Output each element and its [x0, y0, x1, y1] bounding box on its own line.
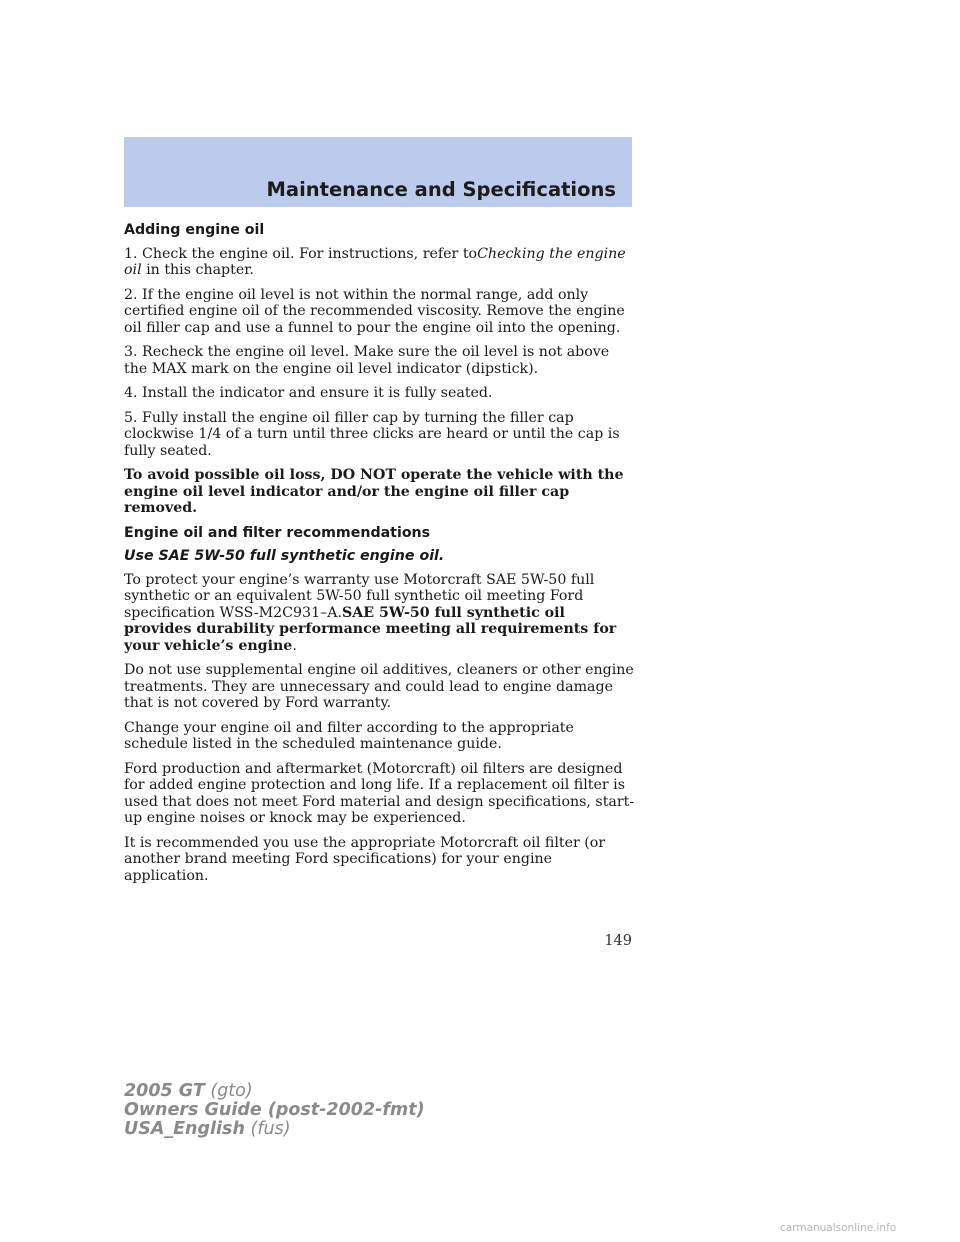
footer-line-2	[124, 1101, 425, 1120]
schedule-paragraph: Change your engine oil and filter according to the appropriate schedule listed in the scheduled maintenance guide.	[124, 719, 574, 752]
document-footer	[124, 1082, 425, 1139]
recommendations-heading: Engine oil and filter recommendations	[124, 524, 431, 541]
footer-guide: Owners Guide (post-2002-fmt)	[124, 1100, 425, 1120]
section-title: Maintenance and Specifications	[266, 178, 616, 201]
step-3: 3. Recheck the engine oil level. Make sure the oil level is not above the MAX mark on the engine oil level indicator (dipstick).	[124, 344, 610, 377]
step-1	[124, 246, 636, 279]
warranty-paragraph	[124, 572, 636, 655]
footer-line-3	[124, 1120, 425, 1139]
footer-model: 2005 GT	[124, 1081, 205, 1101]
step-5: 5. Fully install the engine oil filler cap by turning the filler cap clockwise 1/4 of a turn until three clicks are heard or until the cap is fully seated.	[124, 409, 620, 459]
footer-model-code: (gto)	[210, 1081, 253, 1101]
section-header-band	[124, 137, 632, 207]
warranty-period: .	[292, 637, 297, 654]
page-content	[124, 222, 636, 892]
footer-language: USA_English	[124, 1119, 245, 1139]
additives-paragraph: Do not use supplemental engine oil additives, cleaners or other engine treatments. They are unnecessary and could lead to engine damage that is not covered by Ford warranty.	[124, 662, 634, 711]
step-1-tail: in this chapter.	[146, 262, 254, 278]
step-2: 2. If the engine oil level is not within the normal range, add only certified engine oil of the recommended viscosity. Remove the engine oil filler cap and use a funnel to pour the engine oil into the opening.	[124, 286, 625, 336]
filter-recommendation-paragraph: It is recommended you use the appropriate Motorcraft oil filter (or another brand meeting Ford specifications) for your engine application.	[124, 834, 606, 884]
footer-line-1	[124, 1082, 425, 1101]
warranty-text: To protect your engine’s warranty use Motorcraft SAE 5W-50 full synthetic or an equivalent 5W-50 full synthetic oil meeting Ford specification WSS-M2C931–A.	[124, 571, 595, 621]
oil-loss-warning: To avoid possible oil loss, DO NOT operate the vehicle with the engine oil level indicator and/or the engine oil filler cap removed.	[124, 467, 624, 516]
filters-paragraph: Ford production and aftermarket (Motorcraft) oil filters are designed for added engine protection and long life. If a replacement oil filter is used that does not meet Ford material and design specifications, start-up engine noises or knock may be experienced.	[124, 760, 635, 826]
step-1-text: 1. Check the engine oil. For instructions, refer to	[124, 245, 478, 262]
adding-oil-heading: Adding engine oil	[124, 222, 265, 238]
page-number: 149	[604, 933, 632, 949]
footer-language-code: (fus)	[250, 1119, 291, 1139]
watermark: carmanualsonline.info	[780, 1222, 897, 1234]
step-4: 4. Install the indicator and ensure it is fully seated.	[124, 385, 493, 401]
warranty-bold-text: SAE 5W-50 full synthetic oil provides durability performance meeting all requirements for your vehicle’s engine	[124, 604, 617, 654]
step-1-reference: Checking the engine oil	[124, 245, 626, 278]
oil-type-subheading: Use SAE 5W-50 full synthetic engine oil.	[124, 548, 445, 564]
